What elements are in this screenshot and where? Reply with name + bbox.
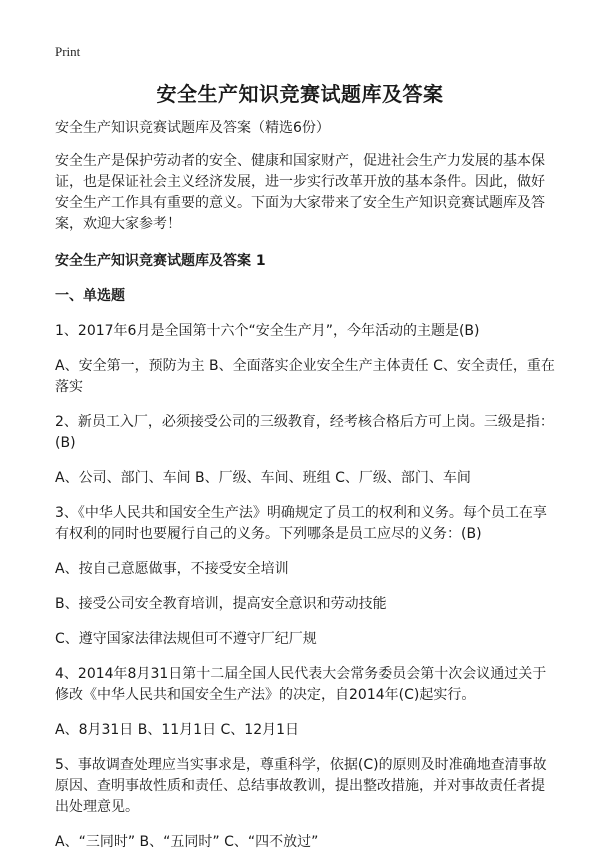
question-2: 2、新员工入厂，必须接受公司的三级教育，经考核合格后方可上岗。三级是指：(B): [55, 414, 554, 451]
question-3-option-b: B、接受公司安全教育培训，提高安全意识和劳动技能: [55, 596, 387, 612]
section-title: 安全生产知识竞赛试题库及答案 1: [55, 253, 266, 269]
question-3-option-a: A、按自己意愿做事，不接受安全培训: [55, 561, 289, 577]
document-subtitle: 安全生产知识竞赛试题库及答案（精选6份）: [55, 120, 330, 136]
document-body: [55, 118, 555, 867]
question-4: 4、2014年8月31日第十二届全国人民代表大会常务委员会第十次会议通过关于修改《中华人民共和国安全生产法》的决定，自2014年(C)起实行。: [55, 666, 547, 703]
question-3-option-c: C、遵守国家法律法规但可不遵守厂纪厂规: [55, 631, 317, 647]
question-4-options: A、8月31日 B、11月1日 C、12月1日: [55, 722, 300, 738]
question-2-options: A、公司、部门、车间 B、厂级、车间、班组 C、厂级、部门、车间: [55, 470, 471, 486]
print-link[interactable]: Print: [55, 44, 81, 59]
part-title: 一、单选题: [55, 288, 125, 304]
question-1: 1、2017年6月是全国第十六个“安全生产月”，今年活动的主题是(B): [55, 323, 480, 339]
question-3: 3、《中华人民共和国安全生产法》明确规定了员工的权利和义务。每个员工在享有权利的同时也要履行自己的义务。下列哪条是员工应尽的义务：(B): [55, 505, 547, 542]
question-1-options: A、安全第一，预防为主 B、全面落实企业安全生产主体责任 C、安全责任，重在落实: [55, 358, 555, 395]
question-5-options: A、“三同时” B、“五同时” C、“四不放过”: [55, 834, 319, 850]
question-5: 5、事故调查处理应当实事求是，尊重科学，依据(C)的原则及时准确地查清事故原因、查明事故性质和责任、总结事故教训，提出整改措施，并对事故责任者提出处理意见。: [55, 757, 547, 815]
document-title: 安全生产知识竞赛试题库及答案: [156, 82, 444, 106]
intro-paragraph: 安全生产是保护劳动者的安全、健康和国家财产，促进社会生产力发展的基本保证，也是保证社会主义经济发展，进一步实行改革开放的基本条件。因此，做好安全生产工作具有重要的意义。下面为大家带来了安全生产知识竞赛试题库及答案，欢迎大家参考！: [55, 153, 545, 232]
